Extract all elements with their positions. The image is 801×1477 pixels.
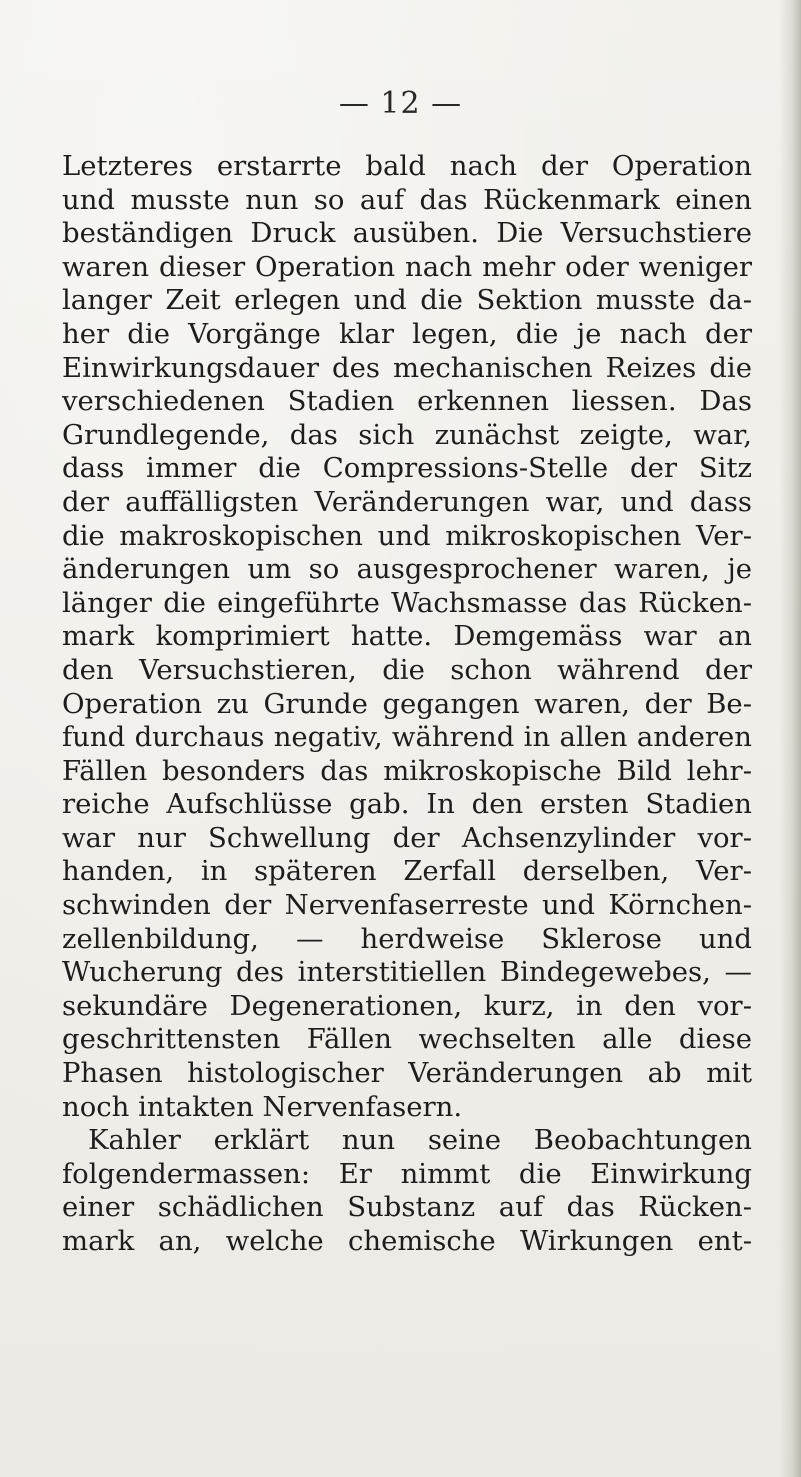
- text-line: zellenbildung, — herdweise Sklerose und: [62, 922, 752, 955]
- text-line: die makroskopischen und mikroskopischen Ver-: [62, 519, 752, 552]
- text-line: folgendermassen: Er nimmt die Einwirkung: [62, 1157, 752, 1190]
- text-line: beständigen Druck ausüben. Die Versuchstiere: [62, 217, 752, 250]
- text-line: Phasen histologischer Veränderungen ab mit: [62, 1057, 752, 1090]
- text-line: den Versuchstieren, die schon während der: [62, 653, 752, 686]
- text-line: mark an, welche chemische Wirkungen ent-: [62, 1225, 752, 1257]
- text-line: verschiedenen Stadien erkennen liessen. Das: [62, 385, 752, 418]
- text-line: her die Vorgänge klar legen, die je nach der: [62, 317, 752, 350]
- text-line: sekundäre Degenerationen, kurz, in den vor-: [62, 989, 752, 1022]
- text-line: schwinden der Nervenfaserreste und Körnchen-: [62, 889, 752, 922]
- text-line: Letzteres erstarrte bald nach der Operation: [62, 150, 752, 182]
- text-line: Fällen besonders das mikroskopische Bild lehr-: [62, 754, 752, 787]
- text-line: war nur Schwellung der Achsenzylinder vor-: [62, 821, 752, 854]
- text-line: der auffälligsten Veränderungen war, und dass: [62, 485, 752, 518]
- text-line: und musste nun so auf das Rückenmark einen: [62, 183, 752, 216]
- text-line: langer Zeit erlegen und die Sektion musste da-: [62, 284, 752, 317]
- text-line: Einwirkungsdauer des mechanischen Reizes die: [62, 351, 752, 384]
- text-line: länger die eingeführte Wachsmasse das Rücken-: [62, 586, 752, 619]
- page-edge-shadow: [779, 0, 801, 1477]
- text-line: änderungen um so ausgesprochener waren, je: [62, 553, 752, 586]
- text-line: Operation zu Grunde gegangen waren, der Be-: [62, 687, 752, 720]
- text-line: handen, in späteren Zerfall derselben, Ver-: [62, 855, 752, 888]
- paragraph-start-line: Kahler erklärt nun seine Beobachtungen: [88, 1124, 752, 1157]
- text-line: fund durchaus negativ, während in allen anderen: [62, 721, 752, 754]
- text-line: geschrittensten Fällen wechselten alle diese: [62, 1023, 752, 1056]
- text-line: Wucherung des interstitiellen Bindegewebes, —: [62, 956, 752, 989]
- text-line: reiche Aufschlüsse gab. In den ersten Stadien: [62, 788, 752, 821]
- page-number: — 12 —: [338, 86, 463, 121]
- body-text: [62, 150, 752, 1259]
- text-line: dass immer die Compressions-Stelle der Sitz: [62, 452, 752, 485]
- paragraph-end-line: noch intakten Nervenfasern.: [62, 1090, 463, 1123]
- text-line: einer schädlichen Substanz auf das Rücken-: [62, 1191, 752, 1224]
- text-line: mark komprimiert hatte. Demgemäss war an: [62, 620, 752, 653]
- text-line: waren dieser Operation nach mehr oder weniger: [62, 250, 752, 283]
- text-line: Grundlegende, das sich zunächst zeigte, war,: [62, 418, 752, 451]
